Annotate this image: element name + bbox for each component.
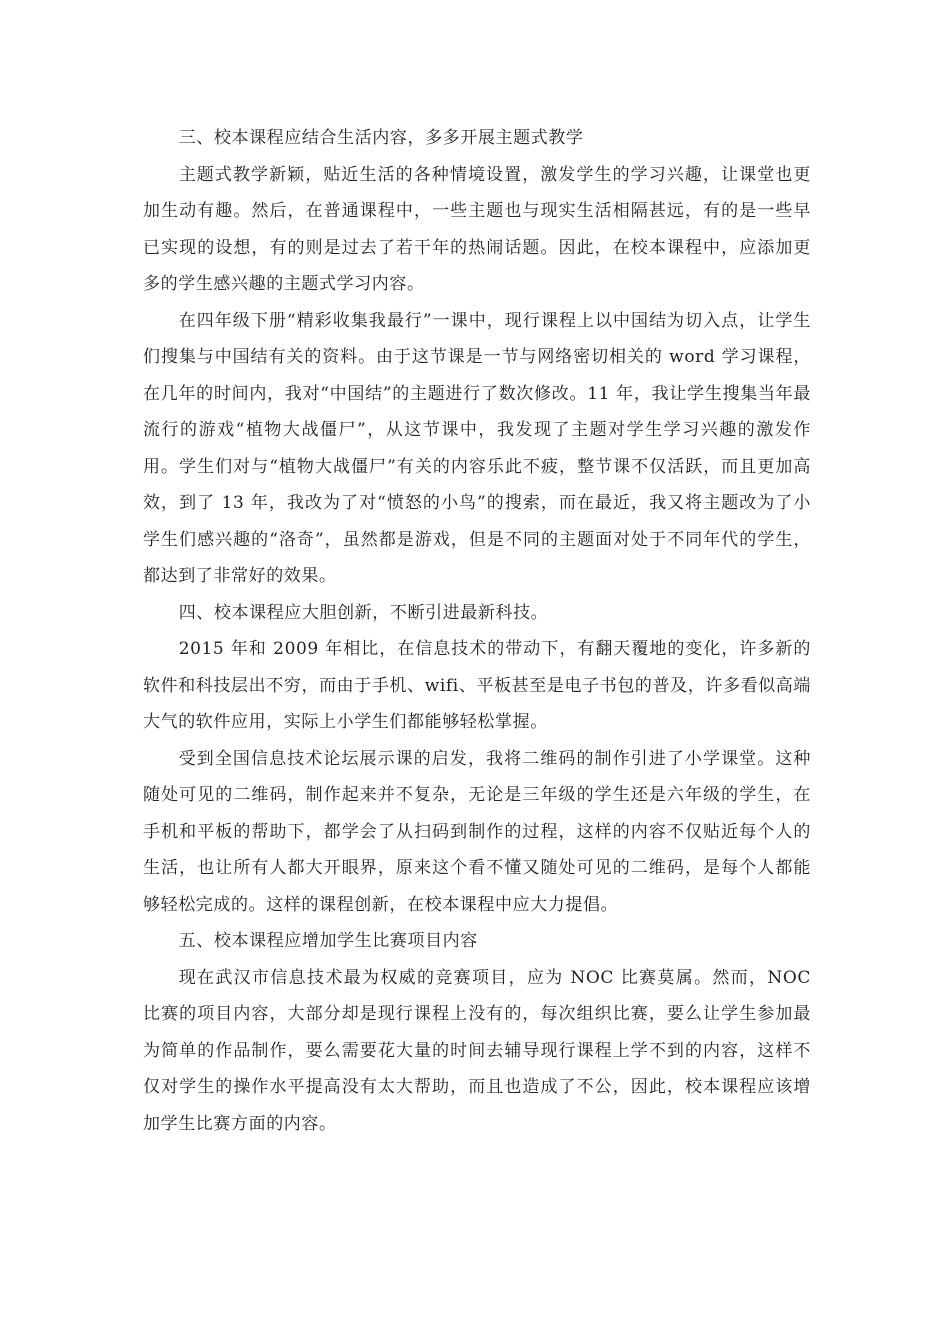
- section-heading-3: 三、校本课程应结合生活内容，多多开展主题式教学: [178, 128, 584, 148]
- body-paragraph: 在四年级下册“精彩收集我最行”一课中，现行课程上以中国结为切入点，让学生们搜集与中国结有关的资料。由于这节课是一节与网络密切相关的 word 学习课程，在几年的时间内，我对“中国结”的主题进行了数次修改。11 年，我让学生搜集当年最流行的游戏“植物大战僵尸”，从这节课中，我发现了主题对学生学习兴趣的激发作用。学生们对与“植物大战僵尸”有关的内容乐此不疲，整节课不仅活跃，而且更加高效，到了 13 年，我改为了对“愤怒的小鸟”的搜索，而在最近，我又将主题改为了小学生们感兴趣的“洛奇”，虽然都是游戏，但是不同的主题面对处于不同年代的学生，都达到了非常好的效果。: [143, 310, 811, 586]
- body-paragraph: 现在武汉市信息技术最为权威的竞赛项目，应为 NOC 比赛莫属。然而，NOC 比赛的项目内容，大部分却是现行课程上没有的，每次组织比赛，要么让学生参加最为简单的作品制作，要么需要花大量的时间去辅导现行课程上学不到的内容，这样不仅对学生的操作水平提高没有太大帮助，而且也造成了不公，因此，校本课程应该增加学生比赛方面的内容。: [143, 967, 811, 1134]
- document-body: [143, 120, 811, 1142]
- body-paragraph: 主题式教学新颖，贴近生活的各种情境设置，激发学生的学习兴趣，让课堂也更加生动有趣。然后，在普通课程中，一些主题也与现实生活相隔甚远，有的是一些早已实现的设想，有的则是过去了若干年的热闹话题。因此，在校本课程中，应添加更多的学生感兴趣的主题式学习内容。: [143, 164, 811, 294]
- section-heading-4: 四、校本课程应大胆创新，不断引进最新科技。: [178, 602, 549, 623]
- body-paragraph: 受到全国信息技术论坛展示课的启发，我将二维码的制作引进了小学课堂。这种随处可见的二维码，制作起来并不复杂，无论是三年级的学生还是六年级的学生，在手机和平板的帮助下，都学会了从扫码到制作的过程，这样的内容不仅贴近每个人的生活，也让所有人都大开眼界，原来这个看不懂又随处可见的二维码，是每个人都能够轻松完成的。这样的课程创新，在校本课程中应大力提倡。: [143, 748, 811, 915]
- body-paragraph: 2015 年和 2009 年相比，在信息技术的带动下，有翻天覆地的变化，许多新的软件和科技层出不穷，而由于手机、wifi、平板甚至是电子书包的普及，许多看似高端大气的软件应用，实际上小学生们都能够轻松掌握。: [143, 639, 811, 732]
- section-heading-5: 五、校本课程应增加学生比赛项目内容: [178, 931, 478, 951]
